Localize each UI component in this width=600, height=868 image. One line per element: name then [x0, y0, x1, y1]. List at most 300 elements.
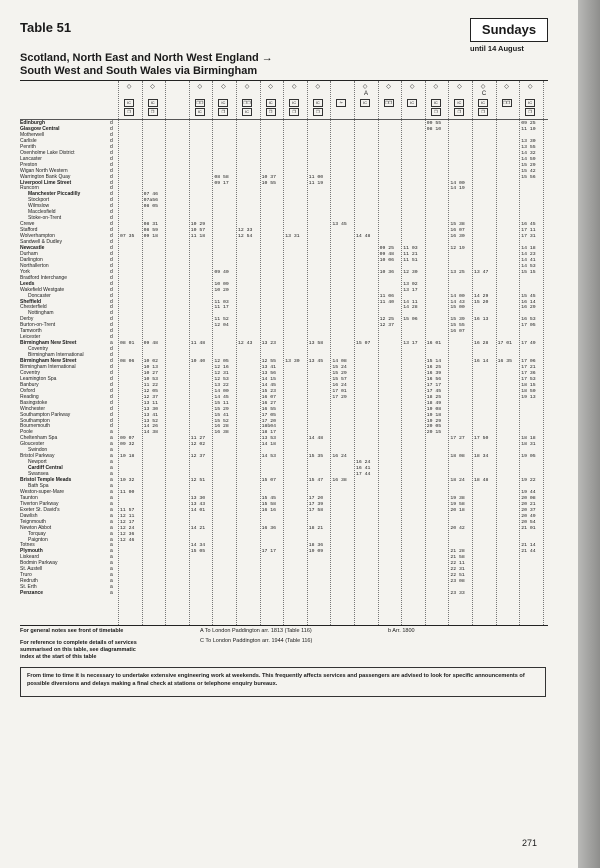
departure-time: 08 10 [426, 126, 442, 132]
departure-time: 13 30 [143, 406, 158, 412]
station-name: Liverpool Lime Street [20, 179, 72, 186]
arr-dep-marker: d [110, 244, 113, 251]
diamond-icon: ◇ [268, 84, 273, 90]
station-name: Sheffield [20, 298, 42, 305]
departure-time: 16 41 [356, 466, 371, 472]
departure-time: 10 29 [190, 222, 206, 228]
arr-dep-marker: d [110, 161, 113, 168]
departure-time: 15 47 [308, 478, 324, 483]
intercity-badge: IC [478, 99, 488, 107]
departure-time: 12 33 [238, 228, 253, 234]
station-name: Torquay [28, 530, 46, 537]
departure-time: 15 14 [426, 359, 442, 364]
arr-dep-marker: a [110, 477, 113, 483]
departure-time: 16 14 [521, 299, 536, 305]
intercity-badge: IC [148, 99, 158, 107]
arr-dep-marker: d [110, 250, 113, 257]
arr-dep-marker: a [110, 530, 113, 537]
departure-time: 13 02 [403, 281, 418, 287]
facility-icon: ❐ [454, 108, 464, 116]
station-name: Wilmslow [28, 203, 50, 210]
column-separator [165, 81, 166, 625]
departure-time: 12 17 [120, 519, 135, 525]
departure-time: 16 38 [332, 478, 347, 483]
arr-dep-marker: d [110, 423, 113, 430]
diamond-icon: ◇ [409, 84, 415, 90]
departure-time: 20 54 [521, 519, 536, 525]
column-separator [236, 81, 237, 625]
column-separator [378, 81, 379, 625]
station-name: Oxford [20, 387, 36, 394]
column-note-letter: A [363, 91, 368, 97]
departure-time: 18 34 [474, 454, 489, 460]
reference-note-2: summarised on this table, see diagrammatic [20, 647, 136, 653]
station-name: Swansea [28, 471, 49, 478]
arr-dep-marker: d [110, 387, 113, 394]
departure-time: 12 37 [190, 454, 206, 460]
departure-time: 14 11 [403, 299, 418, 305]
departure-time: 11 57 [120, 507, 135, 513]
station-name: Swindon [28, 447, 48, 454]
departure-time: 18 50 [521, 388, 536, 394]
departure-time: 15 07 [261, 478, 276, 483]
departure-time: 15 58 [261, 501, 276, 507]
facility-icon: ❐ [478, 108, 488, 116]
departure-time: 13 47 [474, 269, 489, 275]
departure-time: 14 43 [450, 299, 465, 305]
departure-time: 19 18 [426, 412, 442, 418]
departure-time: 09 48 [143, 341, 158, 347]
station-name: Exeter St. David's [20, 506, 60, 513]
station-name: Penrith [20, 143, 36, 150]
diamond-icon: ◇ [126, 84, 132, 90]
departure-time: 14 08 [332, 359, 347, 364]
departure-time: 15 29 [214, 406, 229, 412]
departure-time: 16 24 [332, 382, 347, 388]
station-name: Dawlish [20, 512, 38, 519]
arr-dep-marker: a [110, 590, 113, 597]
departure-time: 17 39 [308, 501, 324, 507]
departure-time: 12 36 [120, 531, 135, 537]
departure-time: 11 00 [308, 174, 324, 180]
arr-dep-marker: a [110, 584, 113, 591]
arr-dep-marker: d [110, 381, 113, 388]
arr-dep-marker: a [110, 459, 113, 466]
column-separator [189, 81, 190, 625]
departure-time: 17 17 [426, 382, 442, 388]
station-name: Chesterfield [20, 304, 47, 311]
departure-time: 15 35 [308, 454, 324, 460]
station-name: Leeds [20, 280, 35, 287]
page-number: 271 [522, 838, 538, 848]
departure-time: 18 48 [474, 478, 489, 483]
arr-dep-marker: d [110, 310, 113, 317]
station-name: Crewe [20, 221, 35, 228]
departure-time: 19 08 [426, 406, 442, 412]
departure-time: 15 38 [450, 222, 465, 228]
departure-time: 08 05 [143, 204, 158, 210]
facility-icon: ❐ [218, 108, 228, 116]
departure-time: 11 10 [521, 126, 536, 132]
station-name: Motherwell [20, 131, 45, 138]
departure-time: 12 02 [190, 442, 206, 448]
station-name: Plymouth [20, 548, 43, 555]
departure-time: 14 34 [190, 543, 206, 549]
departure-time: 14 48 [308, 436, 324, 442]
station-name: Manchester Piccadilly [28, 191, 81, 198]
station-name: Northallerton [20, 262, 49, 269]
arr-dep-marker: d [110, 399, 113, 406]
facility-icon: ✁ [336, 99, 346, 107]
arr-dep-marker: a [110, 482, 113, 489]
departure-time: 16 16 [261, 507, 276, 513]
arr-dep-marker: a [110, 447, 113, 454]
departure-time: 11 40 [379, 299, 394, 305]
station-name: Tiverton Parkway [20, 500, 59, 507]
departure-time: 19 38 [450, 495, 465, 501]
departure-time: 13 41 [143, 412, 158, 418]
column-separator [330, 81, 331, 625]
arr-dep-marker: d [110, 298, 113, 305]
arr-dep-marker: d [110, 215, 113, 222]
departure-time: 07 46 [143, 192, 158, 198]
station-name: Birmingham New Street [20, 358, 77, 364]
departure-time: 16 39 [426, 370, 442, 376]
arr-dep-marker: a [110, 518, 113, 525]
arr-dep-marker: d [110, 239, 113, 245]
column-separator [307, 81, 308, 625]
column-note-letter: C [481, 91, 487, 97]
footnote-b: b Arr. 1800 [388, 628, 415, 634]
departure-time: 23 33 [450, 591, 465, 597]
arr-dep-marker: d [110, 262, 113, 269]
station-name: Paignton [28, 536, 48, 543]
departure-time: 15 45 [261, 495, 276, 501]
intercity-badge: IC [195, 108, 205, 116]
departure-time: 09 18 [143, 234, 158, 240]
departure-time: 12 24 [120, 525, 135, 531]
arr-dep-marker: d [110, 292, 113, 299]
footnote-c: C To London Paddington arr. 1944 (Table 116) [200, 638, 313, 644]
departure-time: 22 51 [450, 573, 465, 579]
departure-time: 15 56 [521, 174, 536, 180]
intercity-badge: IC [407, 99, 417, 107]
departure-time: 12 04 [214, 323, 229, 329]
arr-dep-marker: a [110, 524, 113, 531]
departure-time: 15 23 [261, 388, 276, 394]
day-label-box: Sundays [470, 18, 548, 42]
arr-dep-marker: d [110, 233, 113, 240]
departure-time: 13 17 [403, 287, 418, 293]
page-edge-shadow [578, 0, 600, 868]
facility-icon: ❐ [124, 108, 134, 116]
station-name: Sandwell & Dudley [20, 239, 62, 245]
departure-time: 12 55 [261, 359, 276, 364]
facility-icon: ❐❐ [385, 100, 393, 105]
arr-dep-marker: d [110, 328, 113, 335]
arr-dep-marker: d [110, 411, 113, 418]
departure-time: 15 55 [450, 323, 465, 329]
departure-time: 13 11 [143, 400, 158, 406]
arr-dep-marker: a [110, 542, 113, 549]
departure-time: 13 25 [450, 269, 465, 275]
departure-time: 16 24 [356, 460, 371, 466]
departure-time: 11 03 [214, 299, 229, 305]
table-number: Table 51 [20, 20, 72, 35]
departure-time: 21 01 [521, 525, 536, 531]
arr-dep-marker: d [110, 369, 113, 376]
departure-time: 19 58 [450, 501, 465, 507]
station-name: Banbury [20, 381, 39, 388]
station-name: Taunton [20, 494, 38, 501]
arr-dep-marker: d [110, 375, 113, 382]
facility-icon: ❐ [525, 108, 535, 116]
station-name: Newcastle [20, 244, 45, 251]
station-name: Darlington [20, 256, 43, 263]
departure-time: 16 13 [474, 317, 489, 323]
station-name: Liskeard [20, 554, 39, 561]
departure-time: 14 15 [261, 376, 276, 382]
departure-time: 15 24 [332, 364, 347, 370]
column-separator [519, 81, 520, 625]
departure-time: 18 18 [521, 436, 536, 442]
departure-time: 14 19 [450, 186, 465, 192]
departure-time: 09 25 [379, 245, 394, 251]
station-name: Bristol Temple Meads [20, 477, 72, 483]
engineering-work-notice: From time to time it is necessary to undertake extensive engineering work at weekends. This frequently affects services and passengers are advised to look for specific announcements of possible diversions and delays making a final check at stations or telephone enquiry bureaux. [20, 667, 546, 697]
departure-time: 13 55 [521, 144, 536, 150]
column-separator [142, 81, 143, 625]
station-name: Stockport [28, 197, 50, 204]
station-name: Leicester [20, 334, 41, 341]
station-name: Bath Spa [28, 482, 49, 489]
arr-dep-marker: d [110, 352, 113, 359]
column-separator [496, 81, 497, 625]
departure-time: 12 25 [379, 317, 394, 323]
departure-time: 18 25 [426, 394, 442, 400]
arr-dep-marker: a [110, 566, 113, 573]
departure-time: 12 05 [214, 359, 229, 364]
departure-time: 14 59 [521, 156, 536, 162]
intercity-badge: IC [124, 99, 134, 107]
departure-time: 16 36 [261, 525, 276, 531]
departure-time: 17 11 [521, 228, 536, 234]
departure-time: 17 50 [474, 436, 489, 442]
departure-time: 18 08 [450, 454, 465, 460]
diamond-icon: ◇ [480, 84, 486, 90]
arr-dep-marker: d [110, 268, 113, 275]
facility-icon: ❐❐ [503, 100, 511, 105]
arr-dep-marker: d [110, 143, 113, 150]
departure-time: 16 35 [497, 359, 512, 364]
departure-time: 13 58 [308, 341, 324, 347]
column-separator [448, 81, 449, 625]
departure-time: 20 49 [521, 513, 536, 519]
departure-time: 09 48 [379, 251, 394, 257]
station-name: Macclesfield [28, 209, 56, 216]
arr-dep-marker: a [110, 572, 113, 579]
departure-time: 20 42 [450, 525, 465, 531]
station-name: St. Austell [20, 566, 43, 573]
departure-time: 18 49 [426, 400, 442, 406]
departure-time: 18 36 [308, 543, 324, 549]
station-name: Birmingham New Street [20, 340, 77, 347]
departure-time: 11 18 [190, 234, 206, 240]
departure-time: 13 30 [285, 359, 300, 364]
station-name: Durham [20, 250, 38, 257]
diamond-icon: ◇ [244, 84, 250, 90]
intercity-badge: IC [266, 99, 276, 107]
departure-time: 19 44 [521, 489, 536, 495]
departure-time: 11 22 [143, 382, 158, 388]
station-name: Birmingham International [28, 352, 84, 359]
arr-dep-marker: d [110, 393, 113, 400]
station-name: Lancaster [20, 155, 42, 162]
arr-dep-marker: a [110, 536, 113, 543]
diamond-icon: ◇ [150, 84, 155, 90]
station-name: Teignmouth [20, 518, 46, 525]
departure-time: 13 41 [261, 364, 276, 370]
departure-time: 14 00 [450, 293, 465, 299]
departure-time: 12 51 [190, 478, 206, 483]
departure-time: 11 17 [214, 305, 229, 311]
departure-time: 21 44 [521, 549, 536, 555]
arr-dep-marker: a [110, 554, 113, 561]
table-title-line-1: Scotland, North East and North West England → [20, 52, 273, 64]
station-name: Weston-super-Mare [20, 488, 65, 495]
departure-time: 17 17 [261, 549, 276, 555]
departure-time: 11 03 [403, 245, 418, 251]
station-name: Bristol Parkway [20, 453, 55, 460]
station-name: Winchester [20, 405, 46, 412]
departure-time: 12 30 [403, 269, 418, 275]
departure-time: 12 11 [120, 513, 135, 519]
diamond-icon: ◇ [362, 84, 368, 90]
departure-time: 11 27 [190, 436, 206, 442]
departure-time: 10 36 [379, 269, 394, 275]
departure-time: 13 22 [214, 382, 229, 388]
departure-time: 17 20 [261, 418, 276, 424]
station-name: Burton-on-Trent [20, 322, 56, 329]
station-name: Wigan North Western [20, 167, 68, 174]
departure-time: 17 45 [426, 388, 442, 394]
column-separator [118, 81, 119, 625]
arr-dep-marker: d [110, 334, 113, 341]
general-notes-note: For general notes see front of timetable [20, 628, 124, 634]
departure-time: 12 31 [214, 370, 229, 376]
departure-time: 07a56 [143, 198, 158, 204]
departure-time: 19 29 [426, 418, 442, 424]
departure-time: 21 28 [450, 549, 465, 555]
arr-dep-marker: d [110, 363, 113, 370]
arr-dep-marker: a [110, 500, 113, 507]
facility-icon: ❐ [266, 108, 276, 116]
departure-time: 19 05 [521, 454, 536, 460]
departure-time: 17 27 [450, 436, 465, 442]
departure-time: 17 01 [332, 388, 347, 394]
departure-time: 14 18 [261, 442, 276, 448]
departure-time: 15 42 [521, 168, 536, 174]
departure-time: 11 48 [190, 341, 206, 347]
arr-dep-marker: a [110, 488, 113, 495]
facility-icon: ❐❐ [196, 100, 204, 105]
departure-time: 17 21 [521, 364, 536, 370]
departure-time: 14 45 [214, 394, 229, 400]
departure-time: 17 29 [332, 394, 347, 400]
departure-time: 17 06 [521, 359, 536, 364]
arr-dep-marker: a [110, 435, 113, 442]
departure-time: 14 41 [521, 257, 536, 263]
departure-time: 10 02 [143, 359, 158, 364]
arr-dep-marker: d [110, 316, 113, 323]
arr-dep-marker: d [110, 179, 113, 186]
intercity-badge: IC [525, 99, 535, 107]
arr-dep-marker: d [110, 286, 113, 293]
departure-time: 10 53 [143, 376, 158, 382]
departure-time: 16 27 [261, 400, 276, 406]
departure-time: 13 23 [261, 341, 276, 347]
arr-dep-marker: a [110, 453, 113, 460]
departure-time: 20 08 [521, 495, 536, 501]
departure-time: 12 53 [214, 376, 229, 382]
station-name: Gloucester [20, 441, 45, 448]
departure-time: 14 29 [474, 293, 489, 299]
reference-note-3: index at the start of this table [20, 654, 97, 660]
arr-dep-marker: a [110, 340, 113, 347]
diamond-icon: ◇ [197, 84, 203, 90]
arr-dep-marker: d [110, 137, 113, 144]
departure-time: 14 38 [143, 430, 158, 436]
departure-time: 16 07 [261, 394, 276, 400]
departure-time: 14 01 [190, 507, 206, 513]
station-name: Edinburgh [20, 120, 45, 126]
station-name: Truro [20, 572, 32, 579]
departure-time: 21 14 [521, 543, 536, 549]
station-name: Bradford Interchange [20, 274, 67, 281]
departure-time: 20 21 [521, 501, 536, 507]
arr-dep-marker: d [110, 358, 113, 364]
station-name: Cheltenham Spa [20, 435, 58, 442]
diamond-icon: ◇ [457, 84, 462, 90]
departure-time: 15 00 [450, 305, 465, 311]
station-name: Wakefield Westgate [20, 286, 65, 293]
reference-note-1: For reference to complete details of services [20, 640, 137, 646]
departure-time: 15 57 [332, 376, 347, 382]
departure-time: 17 01 [497, 341, 512, 347]
departure-time: 17 36 [521, 370, 536, 376]
departure-time: 22 11 [450, 561, 465, 567]
arr-dep-marker: d [110, 155, 113, 162]
arr-dep-marker: d [110, 197, 113, 204]
departure-time: 16 07 [450, 329, 465, 335]
station-name: Carlisle [20, 137, 37, 144]
departure-time: 15 06 [403, 317, 418, 323]
arr-dep-marker: d [110, 131, 113, 138]
departure-time: 11 00 [120, 489, 135, 495]
departure-time: 16 38 [214, 430, 229, 436]
departure-time: 10 27 [143, 370, 158, 376]
timetable-grid [20, 80, 548, 626]
arr-dep-marker: d [110, 185, 113, 192]
departure-time: 13 30 [190, 495, 206, 501]
departure-time: 14 53 [521, 263, 536, 269]
departure-time: 22 31 [450, 567, 465, 573]
departure-time: 15 29 [332, 370, 347, 376]
station-name: Redruth [20, 578, 38, 585]
departure-time: 17 31 [521, 234, 536, 240]
station-name: Penzance [20, 590, 44, 597]
departure-time: 14 18 [521, 245, 536, 251]
